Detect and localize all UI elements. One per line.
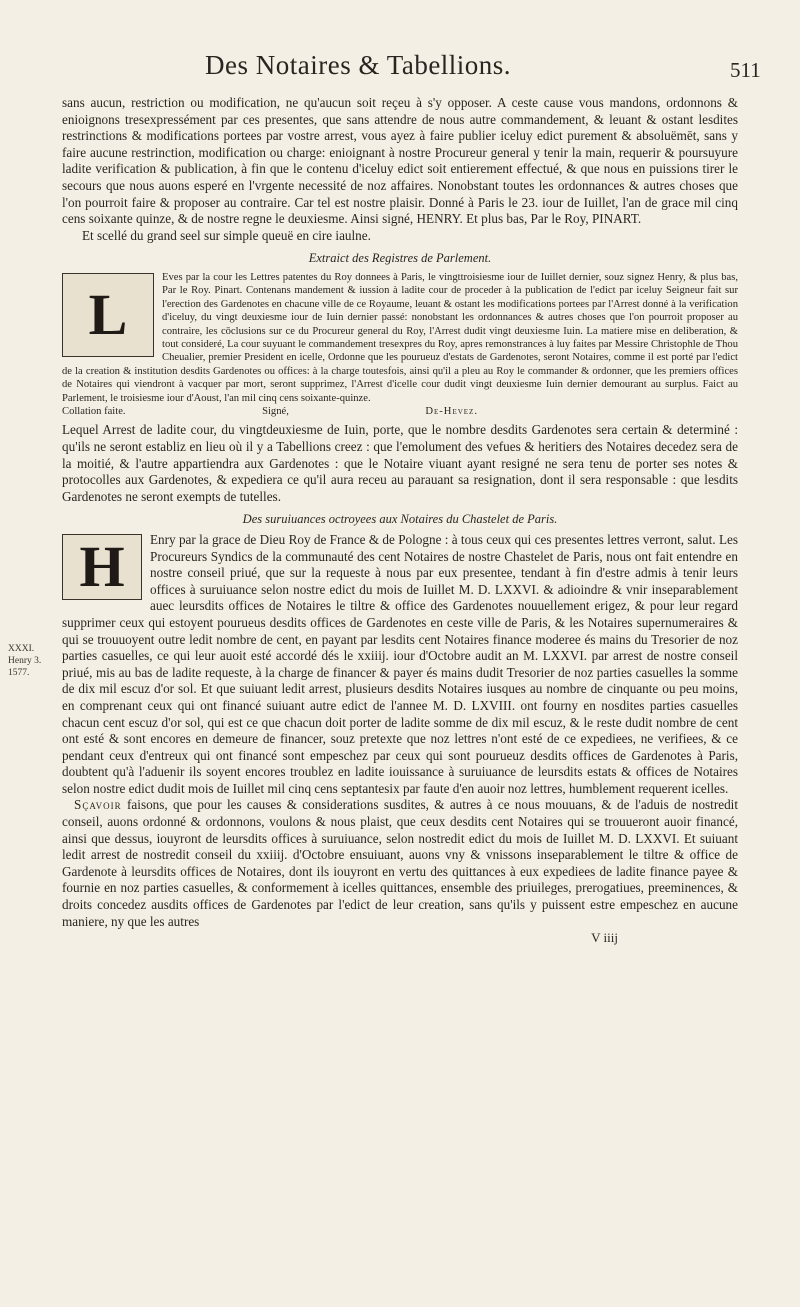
signer-name: De-Hevez.	[425, 406, 478, 417]
paragraph	[62, 797, 738, 930]
initial-letter: H	[79, 533, 125, 599]
text-body	[62, 95, 738, 947]
paragraph-text: faisons, que pour les causes & considerations susdites, & autres à ce nous mouuans, & de l'aduis de nostredit conseil, auons ordonné & ordonnons, voulons & nous plaist, que ceux desdits cent Notaires qui se trouueront auoir financé, ainsi que dessus, iouyront de leursdits offices à suruiuance, selon nostredit edict du mois de Iuillet M. D. LXXVI. Et suiuant ledit arrest de nostredit conseil du xxiiij. d'Octobre ensuiuant, auons vny & vnissons inseparablement le tiltre & office de Gardenote à leursdits offices de Notaires, dont ils iouyront en vertu des quittances à eux expediees de ladite finance payee & fournie en noz parties casuelles, & conformement à icelles quittances, ensemble des priuileges, prerogatiues, preeminences, & droits concedez ausdits offices de Gardenotes par l'edict de leur creation, sans qu'ils y puissent estre empeschez en aucune maniere, ny que les autres	[62, 797, 738, 929]
grant-text: Enry par la grace de Dieu Roy de France & de Pologne : à tous ceux qui ces presentes lettres verront, salut. Les Procureurs Syndics de la communauté des cent Notaires de nostre Chastelet de Paris, nous ont fait entendre en nostre conseil priué, que sur la requeste à nous par eux presentee, tendant à fin d'estre admis à tenir leurs offices à suruiuance selon nostre edict du mois de Iuillet M. D. LXXVI. & adioindre & vnir inseparablement auec leursdits offices de Notaires le tiltre & office des Gardenotes nouuellement erigez, & pour leur regard supprimer ceux qui estoyent pourueus desdits offices de Gardenotes en ceste ville de Paris, & les Notaires supernumeraires & qui se trouuoyent outre ledit nombre de cent, en payant par lesdits cent Notaires finance moderee és mains du Tresorier de noz parties casuelles, ce qui leur auoit esté accordé dés le xxiiij. iour d'Octobre audit an M. LXXVI. par arrest de nostre conseil priué, mis au bas de ladite requeste, à la charge de financer & payer és mains dudit Tresorier de noz parties casuelles la somme de dix mil escuz d'or sol. Et que suiuant ledit arrest, plusieurs desdits Notaires iusques au nombre de cinquante ou peu moins, en comprenant ceux qui ont financé suiuant autre edict de l'annee M. D. LXVIII. ont fourny en nosdites parties casuelles chacun cent escuz d'or sol, qui est ce que chacun doit porter de ladite somme de dix mil escuz, & le reste dudit nombre de cent ont esté & sont encores en demeure de financer, souz pretexte que noz lettres n'ont esté de ce expediees, ne verifiees, & ce pendant ceux d'entreux qui ont financé sont empeschez par ceux qui sont pourueuz desdits offices de Gardenotes à Paris, doubtent qu'à l'aduenir ils soyent encores troublez en ladite iouissance à suruiuance de leursdits estats & offices de Notaires selon nostre edict dudit mois de Iuillet mil cinq cens septantesix par faute d'en auoir noz lettres, humblement requerent icelles.	[62, 531, 738, 796]
signature-mark: V iiij	[591, 930, 618, 946]
signe-text: Signé,	[262, 406, 289, 417]
running-title: Des Notaires & Tabellions.	[205, 50, 512, 80]
initial-letter: L	[88, 281, 128, 347]
margin-note-line: XXXI.	[8, 644, 35, 654]
page-number: 511	[730, 58, 761, 82]
collation-line	[62, 405, 738, 418]
margin-note-line: Henry 3.	[8, 656, 42, 666]
section-heading: Des suruiuances octroyees aux Notaires du Chastelet de Paris.	[242, 512, 558, 527]
paragraph: sans aucun, restriction ou modification, ne qu'aucun soit reçeu à s'y opposer. A ceste cause vous mandons, ordonnons & enioignons tresexpressément par ces presentes, que sans attendre de nous autre commandement, & leuant & ostant lesdites restrinctions & modifications portees par vostre arrest, vous ayez à faire publier iceluy edict purement & absoluëmēt, sans y faire aucune restrinction, modification ou charge: enioignant à nostre Procureur general y tenir la main, requerir & poursuyure ladite verification & publication, à fin que le contenu d'iceluy edict soit entierement effectué, & que nous en puissions tirer le secours que nous auons esperé en l'vrgente necessité de noz affaires. Nonobstant toutes les ordonnances & autres choses que l'on pourroit faire & proposer au contraire. Car tel est nostre plaisir. Donné à Paris le 23. iour de Iuillet, l'an de grace mil cinq cens soixante quinze, & de nostre regne le deuxiesme. Ainsi signé, HENRY. Et plus bas, Par le Roy, PINART.	[62, 95, 738, 227]
extract-text: Eves par la cour les Lettres patentes du Roy donnees à Paris, le vingttroisiesme iour de Iuillet dernier, souz signez Henry, & plus bas, Par le Roy. Pinart. Contenans mandement & iussion à ladite cour de proceder à la publication de l'edict par iceluy Seigneur fait sur l'erection des Gardenotes en chacune ville de ce Royaume, leuant & ostant les modifications portees par l'Arrest donné à la verification d'iceluy, du vingt deuxiesme iour de Iuin dernier passé: nonobstant les ordonnances & autres choses que l'on pourroit proposer au contraire, les cōclusions sur ce du Procureur general du Roy, l'Arrest dudit vingt deuxiesme Iuin. La matiere mise en deliberation, & tout consideré, La cour suyuant le commandement tresexpres du Roy, apres remonstrances à luy faites par Messire Christophle de Thou Cheualier, premier President en icelle, Ordonne que les pourueuz d'estats de Gardenotes, seront Notaires, comme il est porté par l'edict de la creation & institution desdits Gardenotes ou offices: à la charge toutesfois, ainsi qu'il a pleu au Roy le commander & ordonner, que les premiers offices de Notaires qui viendront à vacquer par mort, seront supprimez, l'Arrest d'icelle cour dudit vingt deuxiesme Iuin dernier demourant au surplus. Faict au Parlement, le troisiesme iour d'Aoust, l'an mil cinq cens soixante-quinze.	[62, 271, 738, 404]
margin-note	[8, 643, 48, 679]
extract-block	[62, 271, 738, 418]
grant-block	[62, 532, 738, 798]
margin-note-line: 1577.	[8, 668, 30, 678]
section-heading: Extraict des Registres de Parlement.	[308, 251, 492, 266]
decorated-initial	[62, 273, 154, 357]
paragraph: Lequel Arrest de ladite cour, du vingtdeuxiesme de Iuin, porte, que le nombre desdits Gardenotes sera certain & determiné : qu'ils ne seront establiz en lieu où il y a Tabellions creez : que l'emolument des vefues & heritiers des Notaires decedez sera de la moitié, & l'autre appartiendra aux Gardenotes : que le Notaire viuant ayant resigné ne sera tenu de porter ses notes & protocolles aux Gardenotes, & expediera ce qu'il aura receu au parauant sa resignation, dont il sera responsable : que lesdits Gardenotes ne seront exempts de tutelles.	[62, 422, 738, 504]
decorated-initial	[62, 534, 142, 600]
page-header	[0, 50, 800, 90]
lead-word: Sçavoir	[74, 797, 122, 813]
seal-line: Et scellé du grand seel sur simple queuë en cire iaulne.	[82, 227, 371, 243]
collation-text: Collation faite.	[62, 406, 126, 417]
